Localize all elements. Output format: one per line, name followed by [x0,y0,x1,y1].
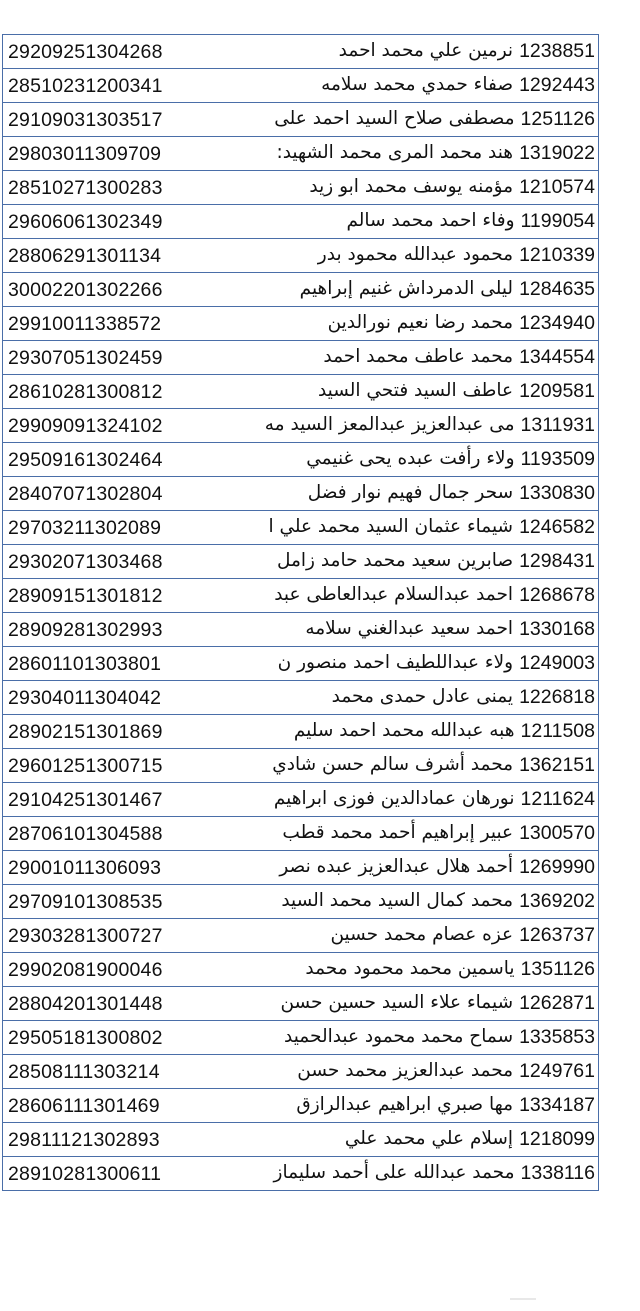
national-id-cell: 29001011306093 [3,851,237,885]
employee-code: 1330830 [519,482,595,504]
person-name: مؤمنه يوسف محمد ابو زيد [309,176,514,197]
national-id-cell: 29902081900046 [3,953,237,987]
national-id-cell: 28804201301448 [3,987,237,1021]
table-row [3,171,599,205]
person-cell [236,1021,599,1055]
person-name: هند محمد المرى محمد الشهيد: [276,142,514,163]
records-table [2,34,599,1191]
table-row [3,817,599,851]
employee-code: 1226818 [519,686,595,708]
employee-code: 1246582 [519,516,595,538]
employee-code: 1362151 [519,754,595,776]
employee-code: 1218099 [519,1128,595,1150]
national-id-cell: 29307051302459 [3,341,237,375]
table-row [3,613,599,647]
employee-code: 1311931 [520,414,595,436]
table-row [3,409,599,443]
person-cell [236,103,599,137]
employee-code: 1351126 [520,958,595,980]
employee-code: 1269990 [519,856,595,878]
employee-code: 1238851 [519,40,595,62]
employee-code: 1263737 [519,924,595,946]
person-cell [236,239,599,273]
employee-code: 1193509 [520,448,595,470]
person-name: نورهان عمادالدين فوزى ابراهيم [273,788,515,809]
employee-code: 1298431 [519,550,595,572]
employee-code: 1211508 [520,720,595,742]
records-table-body [3,35,599,1191]
person-name: ياسمين محمد محمود محمد [305,958,515,979]
table-row [3,239,599,273]
table-row [3,341,599,375]
national-id-cell: 29811121302893 [3,1123,237,1157]
person-cell [236,69,599,103]
person-cell [236,137,599,171]
table-row [3,511,599,545]
national-id-cell: 28610281300812 [3,375,237,409]
table-row [3,1157,599,1191]
table-row [3,103,599,137]
national-id-cell: 28706101304588 [3,817,237,851]
person-cell [236,477,599,511]
employee-code: 1292443 [519,74,595,96]
national-id-cell: 29709101308535 [3,885,237,919]
table-row [3,1021,599,1055]
person-cell [236,409,599,443]
table-row [3,1089,599,1123]
person-name: احمد عبدالسلام عبدالعاطى عبد [274,584,514,605]
table-row [3,307,599,341]
table-row [3,987,599,1021]
employee-code: 1249003 [519,652,595,674]
person-cell [236,919,599,953]
person-name: نرمين علي محمد احمد [338,40,514,61]
national-id-cell: 28601101303801 [3,647,237,681]
table-row [3,681,599,715]
person-name: عبير إبراهيم أحمد محمد قطب [282,822,514,843]
employee-code: 1284635 [519,278,595,300]
national-id-cell: 28902151301869 [3,715,237,749]
national-id-cell: 29910011338572 [3,307,237,341]
person-name: محمد عاطف محمد احمد [323,346,514,367]
person-cell [236,647,599,681]
table-row [3,579,599,613]
national-id-cell: 29302071303468 [3,545,237,579]
person-cell [236,783,599,817]
person-cell [236,987,599,1021]
table-row [3,69,599,103]
national-id-cell: 28909151301812 [3,579,237,613]
person-cell [236,341,599,375]
employee-code: 1338116 [520,1162,595,1184]
employee-code: 1210339 [519,244,595,266]
table-row [3,1055,599,1089]
person-name: إسلام علي محمد علي [344,1128,514,1149]
table-row [3,205,599,239]
person-name: مها صبري ابراهيم عبدالرازق [296,1094,514,1115]
national-id-cell: 29909091324102 [3,409,237,443]
person-cell [236,443,599,477]
employee-code: 1262871 [519,992,595,1014]
employee-code: 1330168 [519,618,595,640]
person-cell [236,885,599,919]
table-row [3,137,599,171]
person-name: شيماء علاء السيد حسين حسن [280,992,514,1013]
table-row [3,1123,599,1157]
person-name: محمد أشرف سالم حسن شادي [272,754,514,775]
table-row [3,35,599,69]
table-row [3,953,599,987]
national-id-cell: 29803011309709 [3,137,237,171]
table-row [3,749,599,783]
person-name: صابرين سعيد محمد حامد زامل [276,550,514,571]
employee-code: 1251126 [520,108,595,130]
national-id-cell: 29703211302089 [3,511,237,545]
table-row [3,647,599,681]
person-cell [236,273,599,307]
person-cell [236,205,599,239]
person-name: عزه عصام محمد حسين [330,924,514,945]
person-cell [236,681,599,715]
employee-code: 1209581 [519,380,595,402]
national-id-cell: 29303281300727 [3,919,237,953]
person-cell [236,613,599,647]
national-id-cell: 29304011304042 [3,681,237,715]
table-row [3,715,599,749]
national-id-cell: 28606111301469 [3,1089,237,1123]
employee-code: 1300570 [519,822,595,844]
employee-code: 1319022 [519,142,595,164]
person-name: محمد كمال السيد محمد السيد [281,890,514,911]
national-id-cell: 28510271300283 [3,171,237,205]
employee-code: 1199054 [520,210,595,232]
national-id-cell: 29104251301467 [3,783,237,817]
employee-code: 1210574 [519,176,595,198]
table-row [3,443,599,477]
person-name: ولاء رأفت عبده يحى غنيمي [306,448,515,469]
national-id-cell: 28909281302993 [3,613,237,647]
person-cell [236,35,599,69]
person-cell [236,307,599,341]
person-name: يمنى عادل حمدى محمد [331,686,514,707]
table-row [3,545,599,579]
person-cell [236,851,599,885]
national-id-cell: 28407071302804 [3,477,237,511]
table-row [3,477,599,511]
person-name: ليلى الدمرداش غنيم إبراهيم [299,278,514,299]
person-name: محمد عبدالله على أحمد سليماز [273,1162,515,1183]
person-name: مصطفى صلاح السيد احمد على [274,108,515,129]
national-id-cell: 28910281300611 [3,1157,237,1191]
employee-code: 1211624 [520,788,595,810]
national-id-cell: 29601251300715 [3,749,237,783]
person-cell [236,579,599,613]
person-cell [236,953,599,987]
table-row [3,919,599,953]
table-row [3,885,599,919]
person-cell [236,749,599,783]
person-name: احمد سعيد عبدالغني سلامه [305,618,514,639]
employee-code: 1249761 [519,1060,595,1082]
person-cell [236,1055,599,1089]
national-id-cell: 29109031303517 [3,103,237,137]
person-cell [236,545,599,579]
person-cell [236,1157,599,1191]
employee-code: 1268678 [519,584,595,606]
person-name: ولاء عبداللطيف احمد منصور ن [277,652,514,673]
table-row [3,375,599,409]
employee-code: 1344554 [519,346,595,368]
table-row [3,273,599,307]
person-name: مى عبدالعزيز عبدالمعز السيد مه [264,414,515,435]
person-cell [236,817,599,851]
person-name: صفاء حمدي محمد سلامه [321,74,514,95]
national-id-cell: 29209251304268 [3,35,237,69]
national-id-cell: 29505181300802 [3,1021,237,1055]
person-cell [236,715,599,749]
person-name: وفاء احمد محمد سالم [346,210,515,231]
employee-code: 1369202 [519,890,595,912]
person-cell [236,1123,599,1157]
national-id-cell: 28510231200341 [3,69,237,103]
person-name: شيماء عثمان السيد محمد علي ا [268,516,514,537]
national-id-cell: 29509161302464 [3,443,237,477]
table-row [3,851,599,885]
national-id-cell: 28806291301134 [3,239,237,273]
employee-code: 1334187 [519,1094,595,1116]
person-cell [236,511,599,545]
table-row [3,783,599,817]
person-name: محمد رضا نعيم نورالدين [327,312,514,333]
national-id-cell: 29606061302349 [3,205,237,239]
person-name: محمود عبدالله محمود بدر [317,244,514,265]
employee-code: 1335853 [519,1026,595,1048]
person-cell [236,375,599,409]
scan-artifact [510,1298,536,1308]
person-name: سحر جمال فهيم نوار فضل [307,482,514,503]
national-id-cell: 28508111303214 [3,1055,237,1089]
national-id-cell: 30002201302266 [3,273,237,307]
person-name: أحمد هلال عبدالعزيز عبده نصر [279,856,514,877]
person-name: عاطف السيد فتحي السيد [317,380,514,401]
person-cell [236,171,599,205]
person-cell [236,1089,599,1123]
person-name: سماح محمد محمود عبدالحميد [284,1026,514,1047]
employee-code: 1234940 [519,312,595,334]
person-name: محمد عبدالعزيز محمد حسن [297,1060,514,1081]
person-name: هبه عبدالله محمد احمد سليم [293,720,515,741]
